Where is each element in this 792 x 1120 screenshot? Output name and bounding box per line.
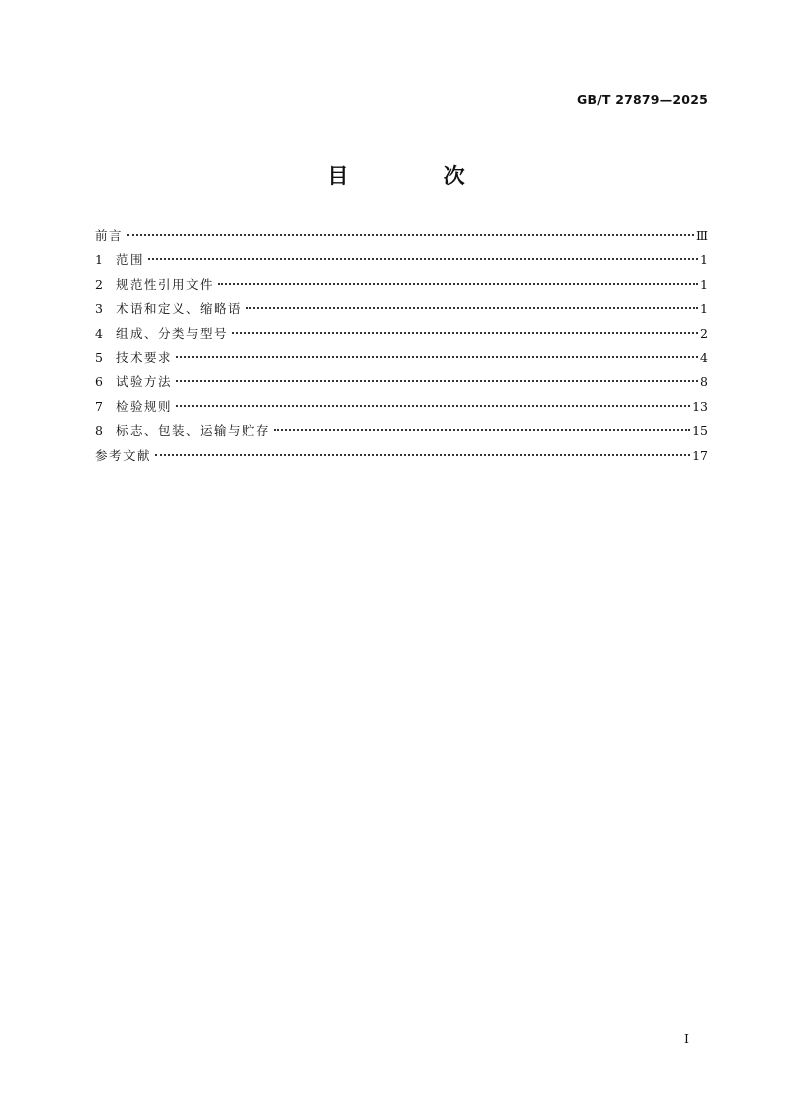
- toc-entry-label: 检验规则: [116, 398, 173, 414]
- toc-entry-page: Ⅲ: [695, 228, 708, 243]
- leader-dots: [246, 307, 698, 309]
- toc-entry-label: 参考文献: [95, 447, 152, 463]
- toc-entry-inspection-rules[interactable]: [95, 397, 708, 421]
- toc-title: 目 次: [327, 164, 509, 188]
- toc-entry-label: 组成、分类与型号: [116, 325, 229, 341]
- toc-entry-page: 8: [700, 374, 708, 390]
- toc-entry-number: 7: [95, 398, 103, 414]
- toc-entry-number: 3: [95, 301, 103, 317]
- leader-dots: [155, 454, 690, 456]
- leader-dots: [274, 429, 690, 431]
- leader-dots: [127, 234, 694, 236]
- table-of-contents: [95, 226, 708, 470]
- toc-entry-label: 技术要求: [116, 349, 173, 365]
- toc-entry-foreword[interactable]: [95, 226, 708, 250]
- leader-dots: [176, 380, 698, 382]
- toc-entry-number: 6: [95, 374, 103, 390]
- leader-dots: [218, 283, 698, 285]
- toc-entry-label: 规范性引用文件: [116, 276, 215, 292]
- toc-entry-label: 试验方法: [116, 374, 173, 390]
- toc-entry-number: 1: [95, 252, 103, 268]
- toc-entry-terms-definitions[interactable]: [95, 299, 708, 323]
- toc-entry-label: 前言: [95, 228, 124, 243]
- leader-dots: [148, 258, 698, 260]
- leader-dots: [176, 356, 698, 358]
- toc-entry-page: 13: [692, 398, 708, 414]
- toc-entry-page: 1: [700, 276, 708, 292]
- toc-entry-page: 4: [700, 349, 708, 365]
- toc-entry-normative-references[interactable]: [95, 275, 708, 299]
- toc-entry-marking-packaging[interactable]: [95, 421, 708, 445]
- page-number: Ⅰ: [684, 1031, 689, 1046]
- toc-entry-page: 2: [700, 325, 708, 341]
- toc-entry-label: 范围: [116, 252, 145, 268]
- toc-entry-page: 1: [700, 301, 708, 317]
- toc-entry-page: 1: [700, 252, 708, 268]
- toc-entry-number: 4: [95, 325, 103, 341]
- standard-number: GB/T 27879—2025: [576, 92, 708, 107]
- toc-entry-label: 术语和定义、缩略语: [116, 301, 243, 317]
- leader-dots: [232, 332, 698, 334]
- toc-entry-number: 2: [95, 276, 103, 292]
- toc-entry-test-methods[interactable]: [95, 372, 708, 396]
- toc-entry-number: 8: [95, 423, 103, 439]
- toc-entry-number: 5: [95, 349, 103, 365]
- toc-entry-technical-requirements[interactable]: [95, 348, 708, 372]
- toc-entry-page: 15: [692, 423, 708, 439]
- toc-entry-bibliography[interactable]: [95, 446, 708, 470]
- leader-dots: [176, 405, 690, 407]
- toc-entry-page: 17: [692, 447, 708, 463]
- toc-entry-label: 标志、包装、运输与贮存: [116, 423, 271, 439]
- toc-entry-scope[interactable]: [95, 250, 708, 274]
- toc-entry-composition-classification[interactable]: [95, 324, 708, 348]
